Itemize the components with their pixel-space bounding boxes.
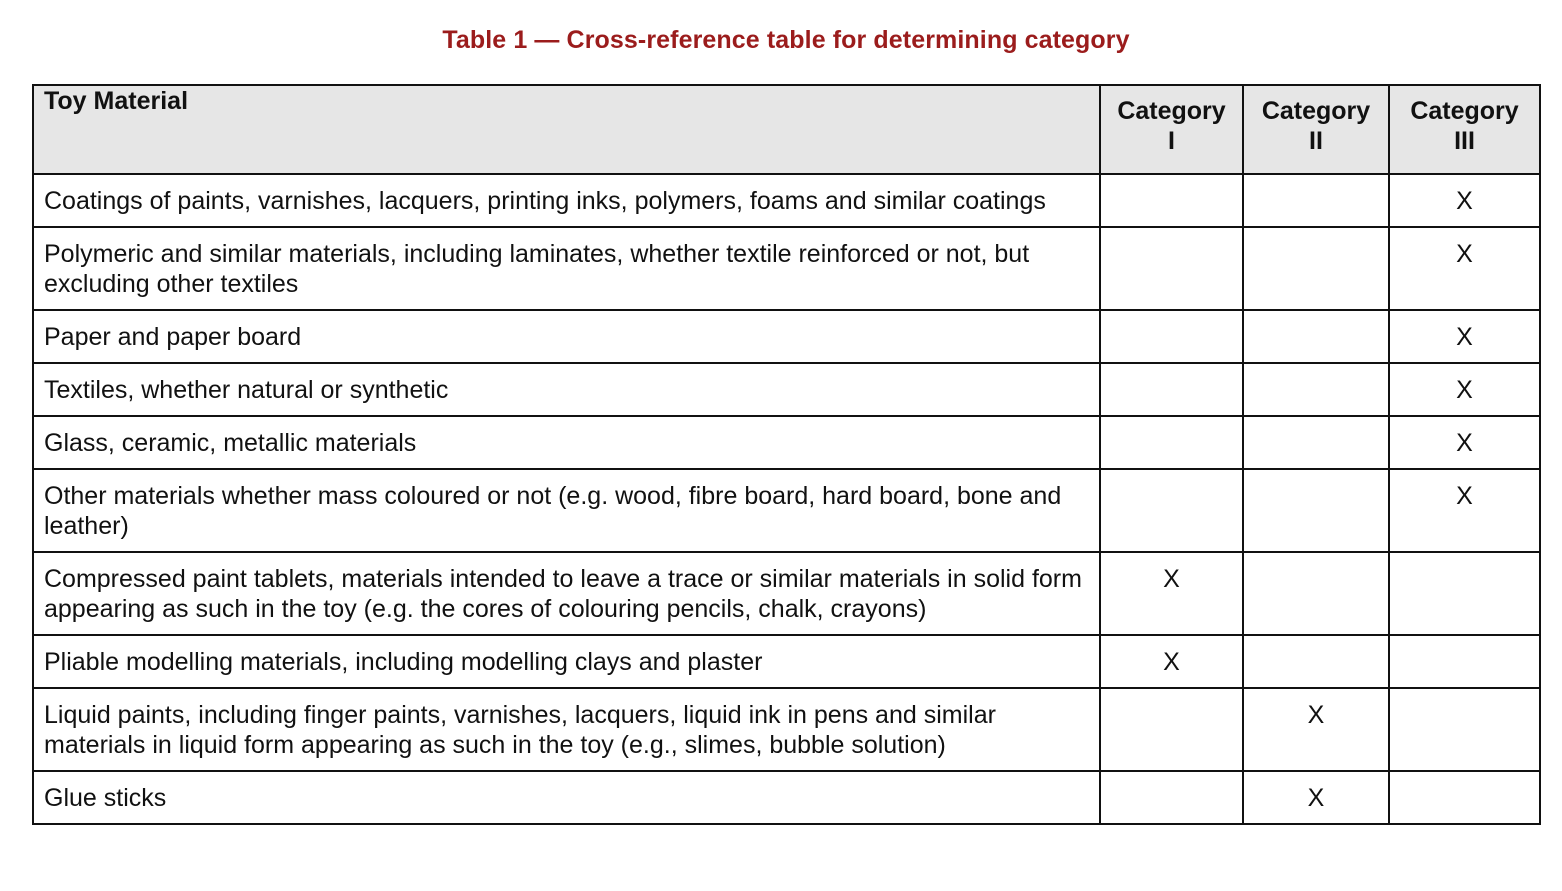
category-1-mark: X xyxy=(1100,635,1243,688)
category-1-mark: X xyxy=(1100,552,1243,635)
category-3-mark xyxy=(1389,552,1540,635)
category-3-mark xyxy=(1389,771,1540,824)
table-row xyxy=(33,635,1540,688)
category-3-mark xyxy=(1389,688,1540,771)
category-1-mark xyxy=(1100,363,1243,416)
table-title: Table 1 — Cross-reference table for determining category xyxy=(442,26,1130,54)
category-2-mark xyxy=(1243,552,1389,635)
material-cell: Coatings of paints, varnishes, lacquers, printing inks, polymers, foams and similar coatings xyxy=(33,174,1100,227)
material-cell: Pliable modelling materials, including modelling clays and plaster xyxy=(33,635,1100,688)
table-row xyxy=(33,771,1540,824)
header-category-3-word: Category xyxy=(1410,97,1519,125)
table-row xyxy=(33,688,1540,771)
category-1-mark xyxy=(1100,227,1243,310)
table-row xyxy=(33,310,1540,363)
material-cell: Glue sticks xyxy=(33,771,1100,824)
material-cell: Compressed paint tablets, materials intended to leave a trace or similar materials in solid form appearing as such in the toy (e.g. the cores of colouring pencils, chalk, crayons) xyxy=(33,552,1100,635)
header-category-2-numeral: II xyxy=(1309,127,1323,155)
category-3-mark xyxy=(1389,635,1540,688)
header-category-1-numeral: I xyxy=(1168,127,1175,155)
category-2-mark xyxy=(1243,227,1389,310)
category-2-mark xyxy=(1243,416,1389,469)
category-2-mark xyxy=(1243,310,1389,363)
category-2-mark xyxy=(1243,363,1389,416)
table-row xyxy=(33,174,1540,227)
cross-reference-table xyxy=(32,84,1541,825)
category-3-mark: X xyxy=(1389,174,1540,227)
header-category-3 xyxy=(1389,85,1540,174)
table-row xyxy=(33,469,1540,552)
category-3-mark: X xyxy=(1389,469,1540,552)
table-row xyxy=(33,416,1540,469)
header-category-3-numeral: III xyxy=(1454,127,1475,155)
table-header xyxy=(33,85,1540,174)
category-2-mark xyxy=(1243,635,1389,688)
category-1-mark xyxy=(1100,771,1243,824)
table-body xyxy=(33,174,1540,824)
category-2-mark: X xyxy=(1243,688,1389,771)
material-cell: Textiles, whether natural or synthetic xyxy=(33,363,1100,416)
header-toy-material: Toy Material xyxy=(33,85,1100,174)
category-3-mark: X xyxy=(1389,310,1540,363)
category-3-mark: X xyxy=(1389,363,1540,416)
category-2-mark xyxy=(1243,174,1389,227)
category-2-mark: X xyxy=(1243,771,1389,824)
category-1-mark xyxy=(1100,469,1243,552)
table-row xyxy=(33,363,1540,416)
category-1-mark xyxy=(1100,310,1243,363)
category-1-mark xyxy=(1100,688,1243,771)
material-cell: Other materials whether mass coloured or not (e.g. wood, fibre board, hard board, bone and leather) xyxy=(33,469,1100,552)
category-1-mark xyxy=(1100,416,1243,469)
category-2-mark xyxy=(1243,469,1389,552)
header-category-2-word: Category xyxy=(1261,97,1371,125)
table-row xyxy=(33,552,1540,635)
material-cell: Glass, ceramic, metallic materials xyxy=(33,416,1100,469)
table-row xyxy=(33,227,1540,310)
category-3-mark: X xyxy=(1389,227,1540,310)
material-cell: Paper and paper board xyxy=(33,310,1100,363)
category-3-mark: X xyxy=(1389,416,1540,469)
material-cell: Liquid paints, including finger paints, varnishes, lacquers, liquid ink in pens and similar materials in liquid form appearing as such in the toy (e.g., slimes, bubble solution) xyxy=(33,688,1100,771)
category-1-mark xyxy=(1100,174,1243,227)
header-category-1 xyxy=(1100,85,1243,174)
material-cell: Polymeric and similar materials, including laminates, whether textile reinforced or not, but excluding other textiles xyxy=(33,227,1100,310)
header-category-2 xyxy=(1243,85,1389,174)
header-category-1-word: Category xyxy=(1117,97,1226,125)
header-row xyxy=(33,85,1540,174)
